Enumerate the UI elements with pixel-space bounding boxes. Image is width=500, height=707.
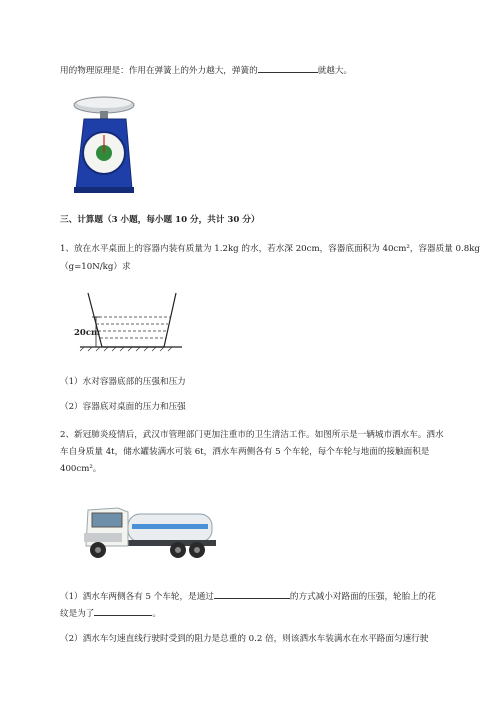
q2-line-1: 2、新冠肺炎疫情后，武汉市管理部门更加注重市的卫生清洁工作。如图所示是一辆城市洒水车。洒水	[60, 430, 444, 440]
q1-sub-1: （1）水对容器底部的压强和压力	[60, 377, 186, 387]
q2-sub-1-before: （1）洒水车两侧各有 5 个车轮，是通过	[60, 592, 214, 602]
kitchen-scale-image	[70, 93, 142, 195]
depth-label: 20cm	[74, 328, 100, 338]
q2-sub-1-after: 的方式减小对路面的压强，轮胎上的花	[289, 592, 437, 602]
q1-sub-2: （2）容器底对桌面的压力和压强	[60, 402, 186, 412]
water-truck-image	[80, 500, 220, 562]
container-outline	[88, 293, 176, 347]
intro-text-after: 就越大。	[317, 66, 353, 76]
q1-line-1: 1、放在水平桌面上的容器内装有质量为 1.2kg 的水，若水深 20cm，容器底面积为 40cm²，容器质量 0.8kg	[60, 244, 480, 254]
answer-blank[interactable]	[258, 63, 318, 73]
q2-sub-1-line2: 纹是为了	[60, 609, 95, 619]
q2-sub-1-cont	[60, 606, 161, 620]
q2-sub-2: （2）洒水车匀速直线行驶时受到的阻力是总重的 0.2 倍，则该洒水车装满水在水平路面匀速行驶	[60, 634, 429, 644]
answer-blank-method[interactable]	[214, 589, 290, 599]
answer-blank-purpose[interactable]	[94, 606, 152, 616]
q2-sub-1-end: 。	[152, 609, 161, 619]
q2-sub-1	[60, 589, 436, 603]
q2-line-2: 车自身质量 4t，储水罐装满水可装 6t，洒水车两侧各有 5 个车轮，每个车轮与地面的接触面积是	[60, 447, 430, 457]
intro-text-before: 用的物理原理是：作用在弹簧上的外力越大，弹簧的	[60, 66, 258, 76]
intro-line	[60, 63, 352, 77]
q2-line-3: 400cm²。	[60, 464, 102, 474]
section-title: 三、计算题（3 小题，每小题 10 分，共计 30 分）	[60, 215, 260, 225]
container-diagram	[72, 290, 184, 352]
q1-line-2: （g=10N/kg）求	[60, 262, 131, 272]
